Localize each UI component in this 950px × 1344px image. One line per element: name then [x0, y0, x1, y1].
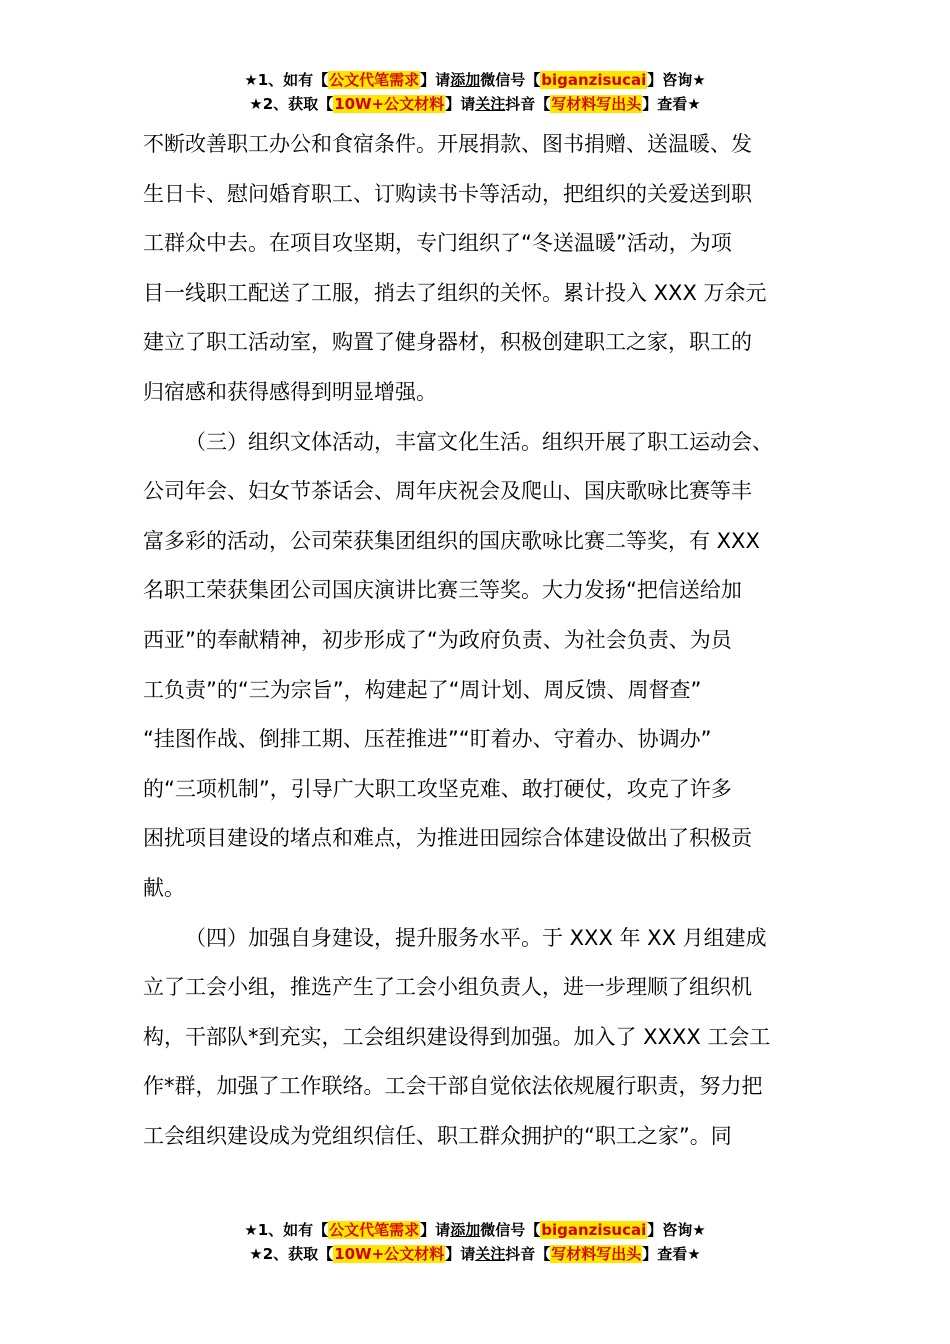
highlight-service: 公文代笔需求 [329, 1221, 420, 1239]
star-icon: ★ [244, 1221, 258, 1239]
banner-line-1: ★1、如有【公文代笔需求】请添加微信号【biganzisucai】咨询★ [244, 71, 706, 89]
highlight-wechat-id: biganzisucai [541, 71, 647, 89]
banner-line-2: ★2、获取【10W+公文材料】请关注抖音【写材料写出头】查看★ [249, 1245, 701, 1263]
paragraph-previous: 不断改善职工办公和食宿条件。开展捐款、图书捐赠、送温暖、发 生日卡、慰问婚育职工、订购读书卡等活动，把组织的关爱送到职 工群众中去。在项目攻坚期，专门组织了“冬送温暖”活动，为项 目一线职工配送了工服，捎去了组织的关怀。累计投入 XXX 万余元 建立了职工活动室，购置了健身器材，积极创建职工之家，职工的 归宿感和获得感得到明显增强。 [143, 132, 767, 404]
star-icon: ★ [249, 95, 263, 113]
header-banner [0, 68, 950, 116]
paragraph-section-four: （四）加强自身建设，提升服务水平。于 XXX 年 XX 月组建成 立了工会小组，推选产生了工会小组负责人，进一步理顺了组织机 构，干部队*到充实，工会组织建设得到加强。加入了 XXXX 工会工 作*群，加强了工作联络。工会干部自觉依法依规履行职责，努力把 工会组织建设成为党组织信任、职工群众拥护的“职工之家”。同 [143, 925, 771, 1148]
highlight-douyin-account: 写材料写出头 [551, 1245, 642, 1263]
star-icon: ★ [249, 1245, 263, 1263]
banner-line-1: ★1、如有【公文代笔需求】请添加微信号【biganzisucai】咨询★ [244, 1221, 706, 1239]
highlight-materials: 10W+公文材料 [334, 95, 445, 113]
highlight-service: 公文代笔需求 [329, 71, 420, 89]
highlight-materials: 10W+公文材料 [334, 1245, 445, 1263]
highlight-douyin-account: 写材料写出头 [551, 95, 642, 113]
document-body [143, 120, 818, 1161]
highlight-wechat-id: biganzisucai [541, 1221, 647, 1239]
paragraph-section-three: （三）组织文体活动，丰富文化生活。组织开展了职工运动会、 公司年会、妇女节茶话会、周年庆祝会及爬山、国庆歌咏比赛等丰 富多彩的活动，公司荣获集团组织的国庆歌咏比赛二等奖，有 XXX 名职工荣获集团公司国庆演讲比赛三等奖。大力发扬“把信送给加 西亚”的奉献精神，初步形成了“为政府负责、为社会负责、为员 工负责”的“三为宗旨”，构建起了“周计划、周反馈、周督查” “挂图作战、倒排工期、压茬推进”“盯着办、守着办、协调办” 的“三项机制”，引导广大职工攻坚克难、敢打硬仗，攻克了许多 困扰项目建设的堵点和难点，为推进田园综合体建设做出了积极贡 献。 [143, 429, 773, 900]
star-icon: ★ [244, 71, 258, 89]
banner-line-2: ★2、获取【10W+公文材料】请关注抖音【写材料写出头】查看★ [249, 95, 701, 113]
footer-banner [0, 1218, 950, 1266]
